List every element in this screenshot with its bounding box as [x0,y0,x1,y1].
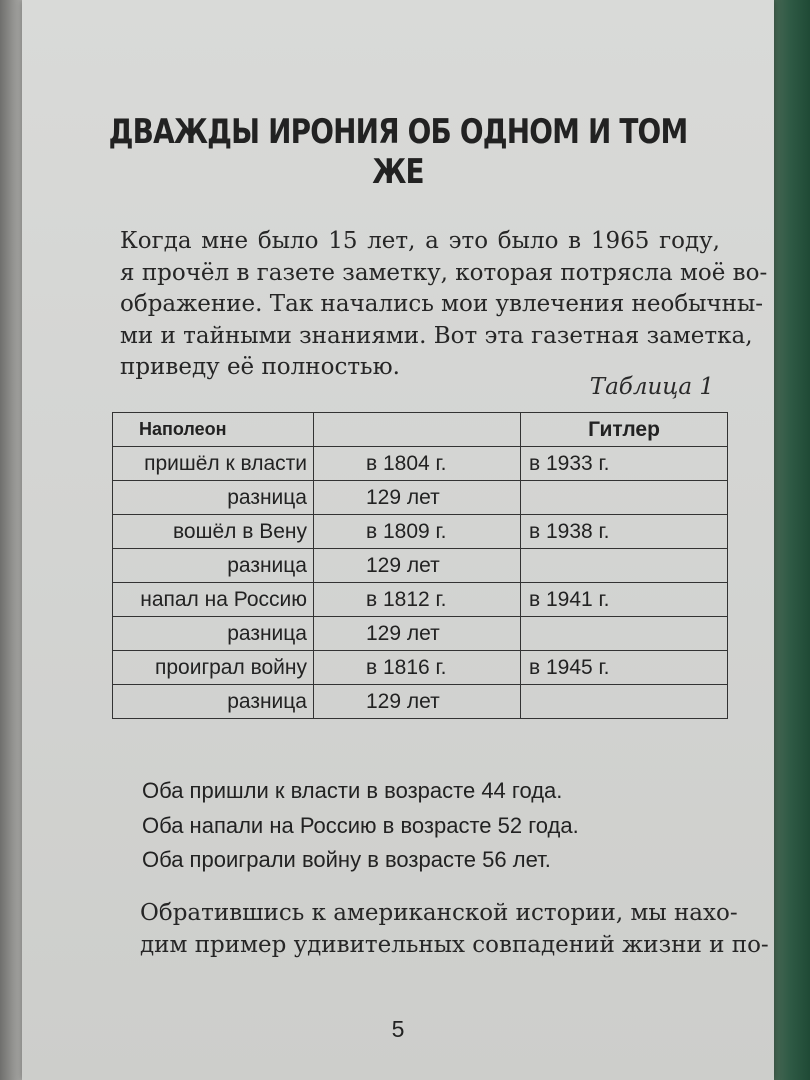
table-row [113,549,728,583]
difference-cell: 129 лет [314,549,521,583]
empty-cell [521,549,728,583]
conclusions-block [142,774,579,878]
napoleon-year-cell: в 1812 г. [314,583,521,617]
chapter-title: ДВАЖДЫ ИРОНИЯ ОБ ОДНОМ И ТОМ ЖЕ [108,112,688,192]
table-row [113,481,728,515]
intro-line: я прочёл в газете заметку, которая потрясла моё во- [120,259,768,286]
event-cell: напал на Россию [113,583,314,617]
intro-line: ображение. Так начались мои увлечения необычны- [120,291,764,317]
comparison-table [112,412,728,719]
event-cell: разница [113,617,314,651]
napoleon-year-cell: в 1816 г. [314,651,521,685]
empty-cell [521,481,728,515]
event-cell: разница [113,685,314,719]
empty-cell [521,685,728,719]
outro-paragraph [140,898,769,961]
event-cell: вошёл в Вену [113,515,314,549]
background-green-cover [770,0,810,1080]
conclusion-line: Оба пришли к власти в возрасте 44 года. [142,778,563,803]
difference-cell: 129 лет [314,617,521,651]
table-row [113,447,728,481]
hitler-year-cell: в 1945 г. [521,651,728,685]
header-empty [314,413,521,447]
page-number: 5 [391,1016,405,1042]
conclusion-line: Оба напали на Россию в возрасте 52 года. [142,812,579,838]
hitler-year-cell: в 1933 г. [521,447,728,481]
event-cell: проиграл войну [113,651,314,685]
hitler-year-cell: в 1938 г. [521,515,728,549]
header-hitler: Гитлер [521,413,728,447]
difference-cell: 129 лет [314,481,521,515]
event-cell: пришёл к власти [113,447,314,481]
outro-line: дим пример удивительных совпадений жизни и по- [140,931,769,958]
napoleon-year-cell: в 1809 г. [314,515,521,549]
outro-line: Обратившись к американской истории, мы нахо- [140,900,738,926]
table-header-row [113,413,728,447]
event-cell: разница [113,481,314,515]
empty-cell [521,617,728,651]
table-row [113,583,728,617]
book-page [22,0,774,1080]
table-row [113,515,728,549]
event-cell: разница [113,549,314,583]
table-row [113,617,728,651]
header-napoleon: Наполеон [113,413,314,447]
table-caption: Таблица 1 [589,374,714,400]
intro-line: Когда мне было 15 лет, а это было в 1965 году, [120,228,720,254]
difference-cell: 129 лет [314,685,521,719]
hitler-year-cell: в 1941 г. [521,583,728,617]
table-row [113,651,728,685]
conclusion-line: Оба проиграли войну в возрасте 56 лет. [142,847,551,872]
intro-paragraph [120,226,768,384]
intro-line: ми и тайными знаниями. Вот эта газетная заметка, [120,322,753,349]
intro-line: приведу её полностью. [120,354,400,380]
table-row [113,685,728,719]
napoleon-year-cell: в 1804 г. [314,447,521,481]
